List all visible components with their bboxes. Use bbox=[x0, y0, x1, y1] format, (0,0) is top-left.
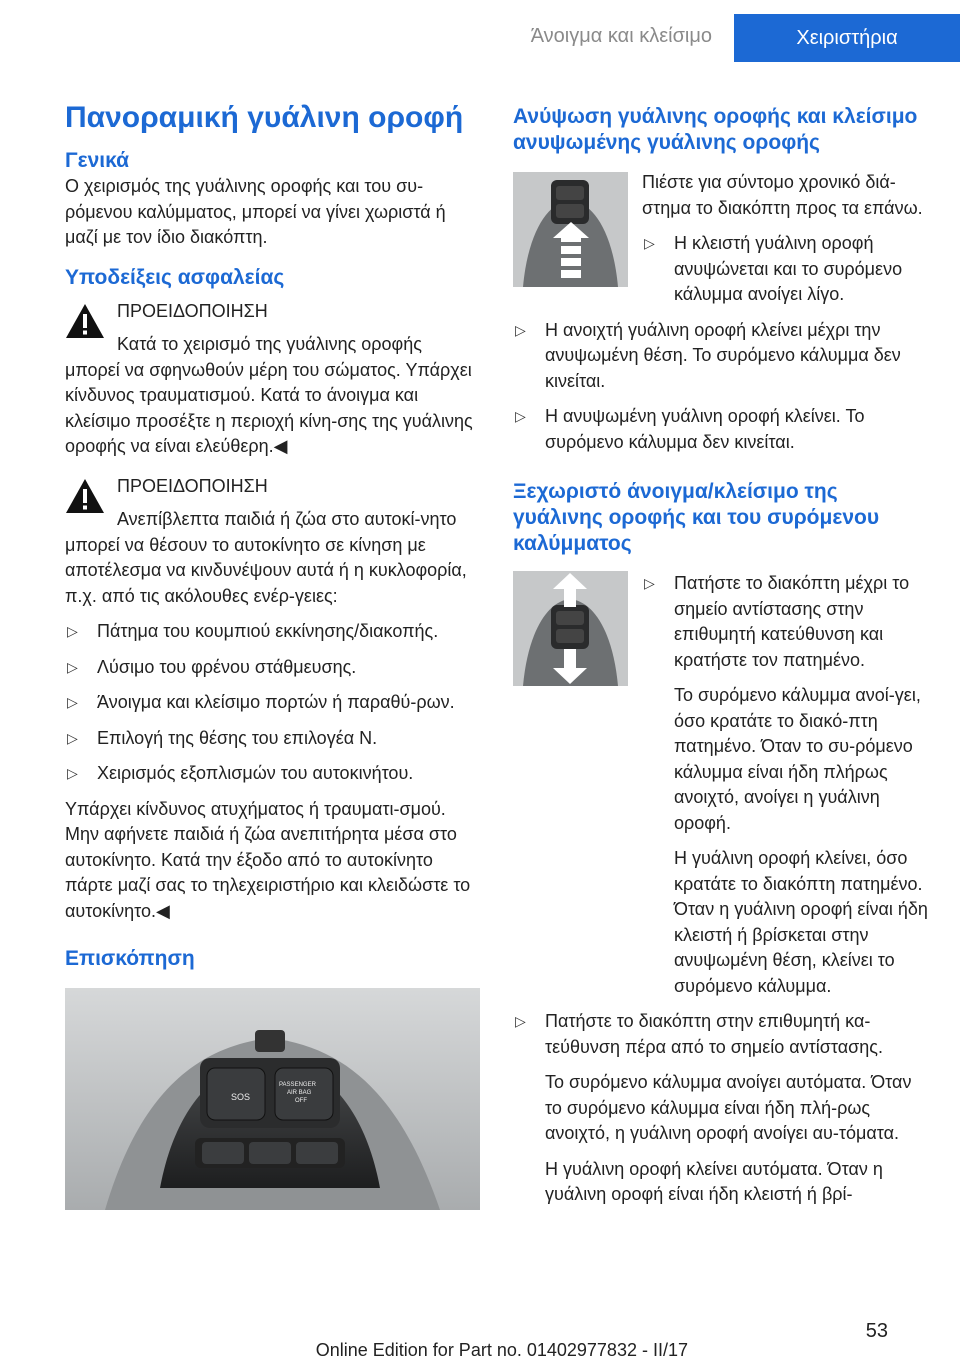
safety-heading: Υποδείξεις ασφαλείας bbox=[65, 265, 285, 289]
list-item: ▷ Πάτημα του κουμπιού εκκίνησης/διακοπής. bbox=[65, 619, 480, 645]
switch-photo-up bbox=[513, 172, 628, 287]
bullet-marker-icon: ▷ bbox=[67, 694, 78, 710]
list-item: ▷ Η ανοιχτή γυάλινη οροφή κλείνει μέχρι την ανυψωμένη θέση. Το συρόμενο κάλυμμα δεν κινείται. bbox=[515, 319, 901, 391]
raise-heading: Ανύψωση γυάλινης οροφής και κλείσιμο ανυψωμένης γυάλινης οροφής bbox=[513, 105, 918, 154]
warning-text: Κατά το χειρισμό της γυάλινης οροφής μπορεί να σφηνωθούν μέρη του σώματος. Υπάρχει κίνδυνος τραυματισμού. Κατά το άνοιγμα και κλείσιμο προσέξτε η περιοχή κίνη‐σης της γυάλινης οροφής να είναι ελεύθερη.◀ bbox=[65, 334, 473, 456]
separate-heading: Ξεχωριστό άνοιγμα/κλείσιμο της γυάλινης οροφής και του συρόμενου καλύμματος bbox=[513, 480, 880, 555]
bullet-marker-icon: ▷ bbox=[644, 575, 655, 591]
warning-block-2 bbox=[65, 474, 480, 500]
warning-text: Ανεπίβλεπτα παιδιά ή ζώα στο αυτοκί‐νητο μπορεί να θέσουν το αυτοκίνητο σε κίνηση με αποτέλεσμα να κινδυνέψουν αυτά ή η κυκλοφορία, π.χ. από τις ακόλουθες ενέρ‐γειες: bbox=[65, 509, 467, 606]
separate-row bbox=[513, 571, 928, 999]
warning-triangle-icon bbox=[65, 478, 105, 514]
bullet-marker-icon: ▷ bbox=[67, 729, 78, 746]
bullet-marker-icon: ▷ bbox=[67, 658, 78, 675]
general-heading: Γενικά bbox=[65, 149, 130, 172]
general-text: Ο χειρισμός της γυάλινης οροφής και του συ‐ρόμενου καλύμματος, μπορεί να γίνει χωριστά ή μαζί με τον ίδιο διακόπτη. bbox=[65, 176, 446, 247]
list-item: ▷ Χειρισμός εξοπλισμών του αυτοκινήτου. bbox=[65, 761, 480, 787]
list-item: ▷ Πατήστε το διακόπτη στην επιθυμητή κα‐τεύθυνση πέρα από το σημείο αντίστασης. bbox=[515, 1011, 883, 1057]
sep-text-1: Το συρόμενο κάλυμμα ανοί‐γει, όσο κρατάτε το διακό‐πτη πατημένο. Όταν το συ‐ρόμενο κάλυμμα είναι ήδη πλήρως ανοιχτό, ανοίγει η γυάλινη οροφή. bbox=[674, 685, 921, 833]
sep-text-4: Η γυάλινη οροφή κλείνει αυτόματα. Όταν η γυάλινη οροφή είναι ήδη κλειστή ή βρί‐ bbox=[545, 1158, 883, 1204]
list-item: ▷ Λύσιμο του φρένου στάθμευσης. bbox=[65, 655, 480, 681]
svg-text:AIR BAG: AIR BAG bbox=[287, 1090, 312, 1096]
svg-text:PASSENGER: PASSENGER bbox=[279, 1082, 316, 1088]
warning-block-1 bbox=[65, 299, 480, 325]
page-header bbox=[0, 0, 960, 58]
raise-row bbox=[513, 170, 928, 308]
bullet-marker-icon: ▷ bbox=[67, 765, 78, 781]
warning-label: ΠΡΟΕΙΔΟΠΟΙΗΣΗ bbox=[117, 475, 268, 496]
sep-text-2: Η γυάλινη οροφή κλείνει, όσο κρατάτε το διακόπτη πατημένο. Όταν η γυάλινη οροφή είναι ήδη κλειστή ή βρίσκεται στην ανυψωμένη θέση, κλείνει το συρόμενο κάλυμμα. bbox=[674, 848, 928, 996]
warning-label: ΠΡΟΕΙΔΟΠΟΙΗΣΗ bbox=[117, 300, 268, 321]
raise-text: Πιέστε για σύντομο χρονικό διά‐στημα το διακόπτη προς τα επάνω. bbox=[642, 172, 923, 218]
section-title: Άνοιγμα και κλείσιμο bbox=[530, 25, 712, 47]
left-column bbox=[65, 100, 480, 1210]
sos-label: SOS bbox=[231, 1092, 251, 1102]
list-item: ▷ Άνοιγμα και κλείσιμο πορτών ή παραθύ‐ρων. bbox=[65, 690, 480, 716]
list-item: ▷ Επιλογή της θέσης του επιλογέα N. bbox=[65, 726, 480, 752]
console-photo-icon bbox=[65, 988, 480, 1210]
bullet-marker-icon: ▷ bbox=[515, 408, 526, 424]
bullet-marker-icon: ▷ bbox=[515, 321, 526, 338]
bullet-marker-icon: ▷ bbox=[67, 623, 78, 639]
switch-photo-updown bbox=[513, 571, 628, 686]
warning-tail-text: Υπάρχει κίνδυνος ατυχήματος ή τραυματι‐σμού. Μην αφήνετε παιδιά ή ζώα ανεπιτήρητα μέσα στο αυτοκίνητο. Κατά την έξοδο από το αυτοκίνητο πάρτε μαζί σας το τηλεχειριστήριο και κλειδώστε το αυτοκίνητο.◀ bbox=[65, 798, 471, 921]
overview-photo bbox=[65, 988, 480, 1210]
page-number: 53 bbox=[865, 1320, 888, 1342]
raise-bullets bbox=[513, 318, 928, 456]
bullet-marker-icon: ▷ bbox=[644, 235, 655, 251]
chapter-tab: Χειριστήρια bbox=[734, 14, 960, 62]
overview-heading: Επισκόπηση bbox=[65, 947, 195, 970]
switch-up-icon bbox=[513, 172, 628, 287]
sep-text-3: Το συρόμενο κάλυμμα ανοίγει αυτόματα. Όταν το συρόμενο κάλυμμα είναι ήδη πλή‐ρως ανοιχτό, η γυάλινη οροφή ανοίγει αυ‐τόματα. bbox=[545, 1072, 912, 1143]
list-item: ▷ Πατήστε το διακόπτη μέχρι το σημείο αντίστασης στην επιθυμητή κατεύθυνση και κρατήστε τον πατημένο. bbox=[644, 573, 910, 670]
list-item: ▷ Η κλειστή γυάλινη οροφή ανυψώνεται και το συρόμενο κάλυμμα ανοίγει λίγο. bbox=[644, 233, 903, 304]
warning-triangle-icon bbox=[65, 303, 105, 339]
page-title: Πανοραμική γυάλινη οροφή bbox=[65, 101, 464, 134]
edition-footer: Online Edition for Part no. 01402977832 - II/17 bbox=[315, 1340, 688, 1360]
list-item: ▷ Η ανυψωμένη γυάλινη οροφή κλείνει. Το συρόμενο κάλυμμα δεν κινείται. bbox=[515, 406, 865, 452]
right-column bbox=[513, 104, 928, 1208]
bullet-marker-icon: ▷ bbox=[515, 1013, 526, 1029]
switch-updown-icon bbox=[513, 571, 628, 686]
svg-text:OFF: OFF bbox=[295, 1098, 307, 1104]
bullet-list bbox=[65, 619, 480, 787]
